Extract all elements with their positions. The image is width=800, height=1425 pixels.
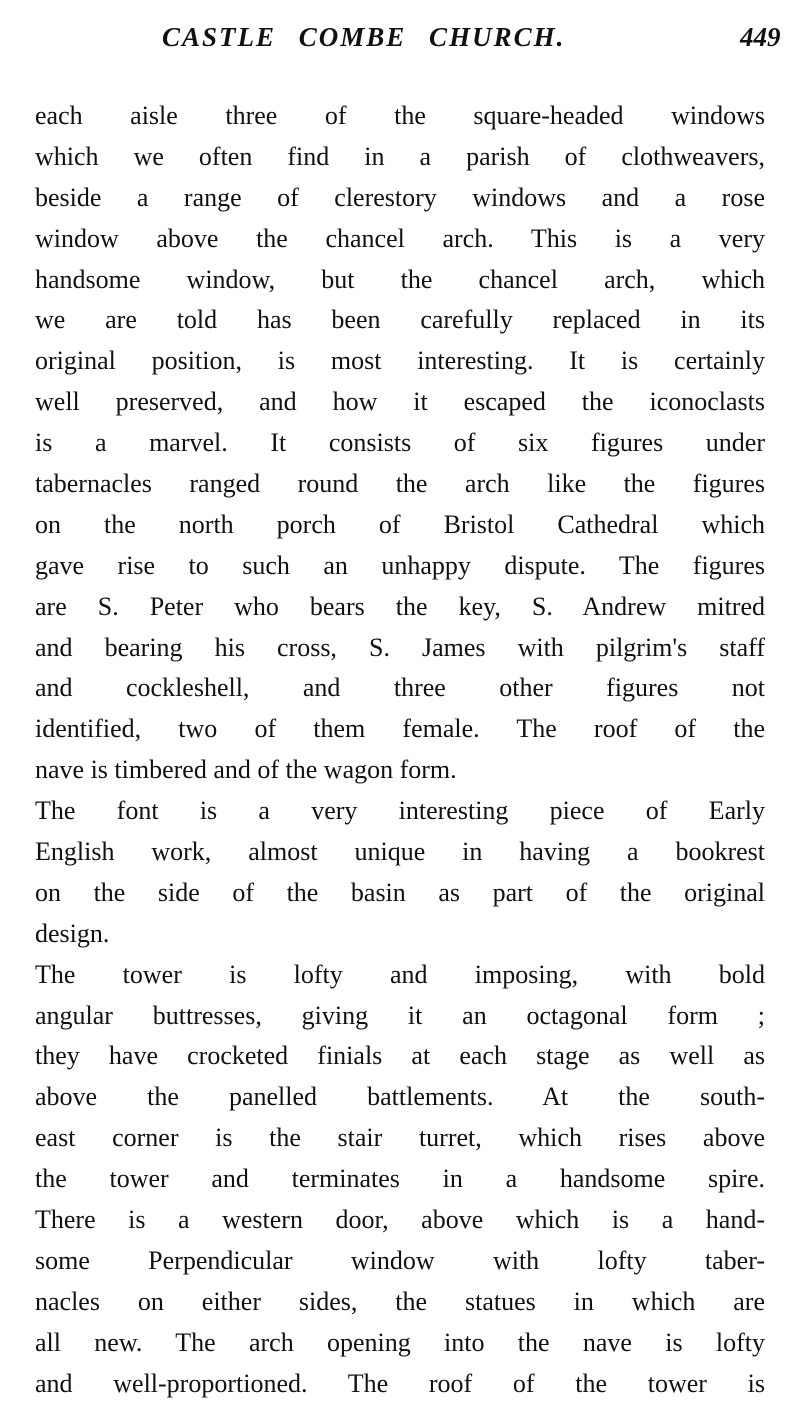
text-line: the tower and terminates in a handsome spire. xyxy=(35,1164,765,1194)
text-line: The font is a very interesting piece of Early xyxy=(35,796,765,826)
text-line: on the north porch of Bristol Cathedral which xyxy=(35,509,765,539)
text-line: and bearing his cross, S. James with pilgrim's staff xyxy=(35,632,765,662)
text-line: is a marvel. It consists of six figures under xyxy=(35,428,765,458)
text-line: English work, almost unique in having a bookrest xyxy=(35,837,765,867)
text-line: well preserved, and how it escaped the iconoclasts xyxy=(35,387,765,417)
text-line: tabernacles ranged round the arch like the figures xyxy=(35,469,765,499)
text-line: nacles on either sides, the statues in which are xyxy=(35,1286,765,1316)
text-line: and cockleshell, and three other figures not xyxy=(35,673,765,703)
text-line: all new. The arch opening into the nave is lofty xyxy=(35,1327,765,1357)
text-line: angular buttresses, giving it an octagonal form ; xyxy=(35,1000,765,1030)
text-line: handsome window, but the chancel arch, which xyxy=(35,264,765,294)
text-line: and well-proportioned. The roof of the tower is xyxy=(35,1368,765,1398)
text-line: are S. Peter who bears the key, S. Andrew mitred xyxy=(35,591,765,621)
running-title: CASTLE COMBE CHURCH. xyxy=(162,22,566,52)
text-line: each aisle three of the square-headed windows xyxy=(35,101,765,130)
page-header xyxy=(0,18,800,62)
text-line: above the panelled battlements. At the south- xyxy=(35,1082,765,1112)
text-line: nave is timbered and of the wagon form. xyxy=(35,755,457,785)
text-line: window above the chancel arch. This is a very xyxy=(35,223,765,253)
text-line: original position, is most interesting. It is certainly xyxy=(35,346,765,376)
text-line: There is a western door, above which is a hand- xyxy=(35,1205,765,1235)
body-text xyxy=(35,96,765,1405)
page-number: 449 xyxy=(740,22,781,52)
text-line: east corner is the stair turret, which rises above xyxy=(35,1123,765,1153)
text-line: The tower is lofty and imposing, with bold xyxy=(35,959,765,989)
text-line: they have crocketed finials at each stage as well as xyxy=(35,1041,765,1071)
text-line: on the side of the basin as part of the original xyxy=(35,877,765,907)
text-line: identified, two of them female. The roof of the xyxy=(35,714,765,744)
text-line: which we often find in a parish of clothweavers, xyxy=(35,141,765,171)
text-line: beside a range of clerestory windows and a rose xyxy=(35,182,765,212)
text-line: gave rise to such an unhappy dispute. The figures xyxy=(35,550,765,580)
text-line: we are told has been carefully replaced in its xyxy=(35,305,765,335)
text-line: some Perpendicular window with lofty taber- xyxy=(35,1245,765,1275)
text-line: design. xyxy=(35,918,110,948)
